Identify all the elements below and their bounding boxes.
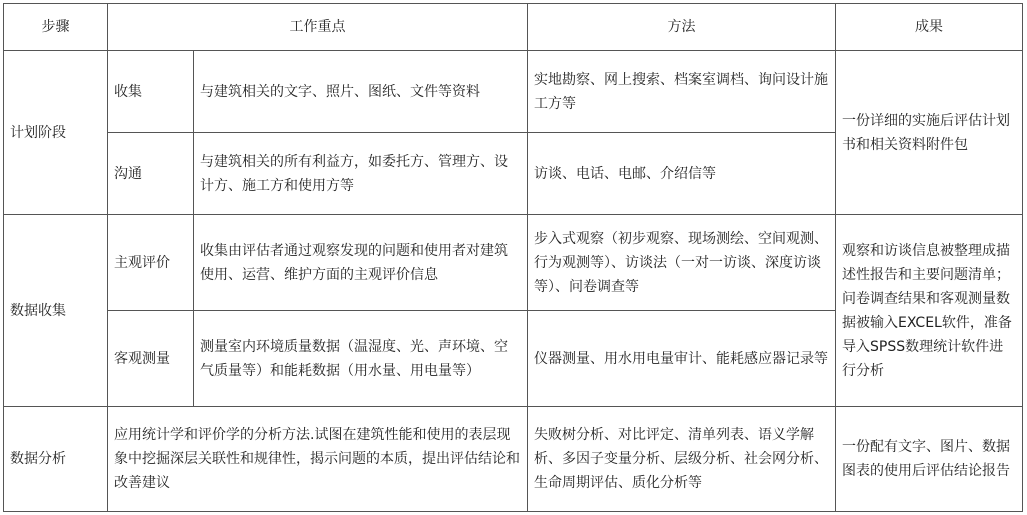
result-line: 问卷调查结果和客观测量数据被输入EXCEL软件，准备导入SPSS数理统计软件进行分析 (842, 290, 1012, 379)
header-result: 成果 (836, 4, 1023, 51)
header-row (4, 4, 1023, 51)
focus-cell: 收集由评估者通过观察发现的问题和使用者对建筑使用、运营、维护方面的主观评价信息 (194, 215, 528, 311)
sub-step-cell: 沟通 (108, 133, 194, 215)
focus-cell: 测量室内环境质量数据（温湿度、光、声环境、空气质量等）和能耗数据（用水量、用电量等） (194, 311, 528, 407)
sub-step-cell: 主观评价 (108, 215, 194, 311)
result-cell: 一份详细的实施后评估计划书和相关资料附件包 (836, 51, 1023, 215)
table-row (4, 407, 1023, 512)
step-cell: 数据收集 (4, 215, 108, 407)
focus-cell: 应用统计学和评价学的分析方法.试图在建筑性能和使用的表层现象中挖掘深层关联性和规律性，揭示问题的本质，提出评估结论和改善建议 (108, 407, 528, 512)
evaluation-table (3, 3, 1023, 512)
table-row (4, 215, 1023, 311)
method-cell: 步入式观察（初步观察、现场测绘、空间观测、行为观测等）、访谈法（一对一访谈、深度访谈等）、问卷调查等 (528, 215, 836, 311)
sub-step-cell: 客观测量 (108, 311, 194, 407)
method-cell: 访谈、电话、电邮、介绍信等 (528, 133, 836, 215)
result-cell (836, 215, 1023, 407)
header-method: 方法 (528, 4, 836, 51)
focus-cell: 与建筑相关的文字、照片、图纸、文件等资料 (194, 51, 528, 133)
result-line: 观察和访谈信息被整理成描述性报告和主要问题清单； (842, 242, 1010, 283)
result-cell: 一份配有文字、图片、数据图表的使用后评估结论报告 (836, 407, 1023, 512)
header-step: 步骤 (4, 4, 108, 51)
table-row (4, 51, 1023, 133)
method-cell: 实地勘察、网上搜索、档案室调档、询问设计施工方等 (528, 51, 836, 133)
focus-cell: 与建筑相关的所有利益方，如委托方、管理方、设计方、施工方和使用方等 (194, 133, 528, 215)
method-cell: 失败树分析、对比评定、清单列表、语义学解析、多因子变量分析、层级分析、社会网分析、生命周期评估、质化分析等 (528, 407, 836, 512)
step-cell: 数据分析 (4, 407, 108, 512)
step-cell: 计划阶段 (4, 51, 108, 215)
sub-step-cell: 收集 (108, 51, 194, 133)
header-focus: 工作重点 (108, 4, 528, 51)
method-cell: 仪器测量、用水用电量审计、能耗感应器记录等 (528, 311, 836, 407)
